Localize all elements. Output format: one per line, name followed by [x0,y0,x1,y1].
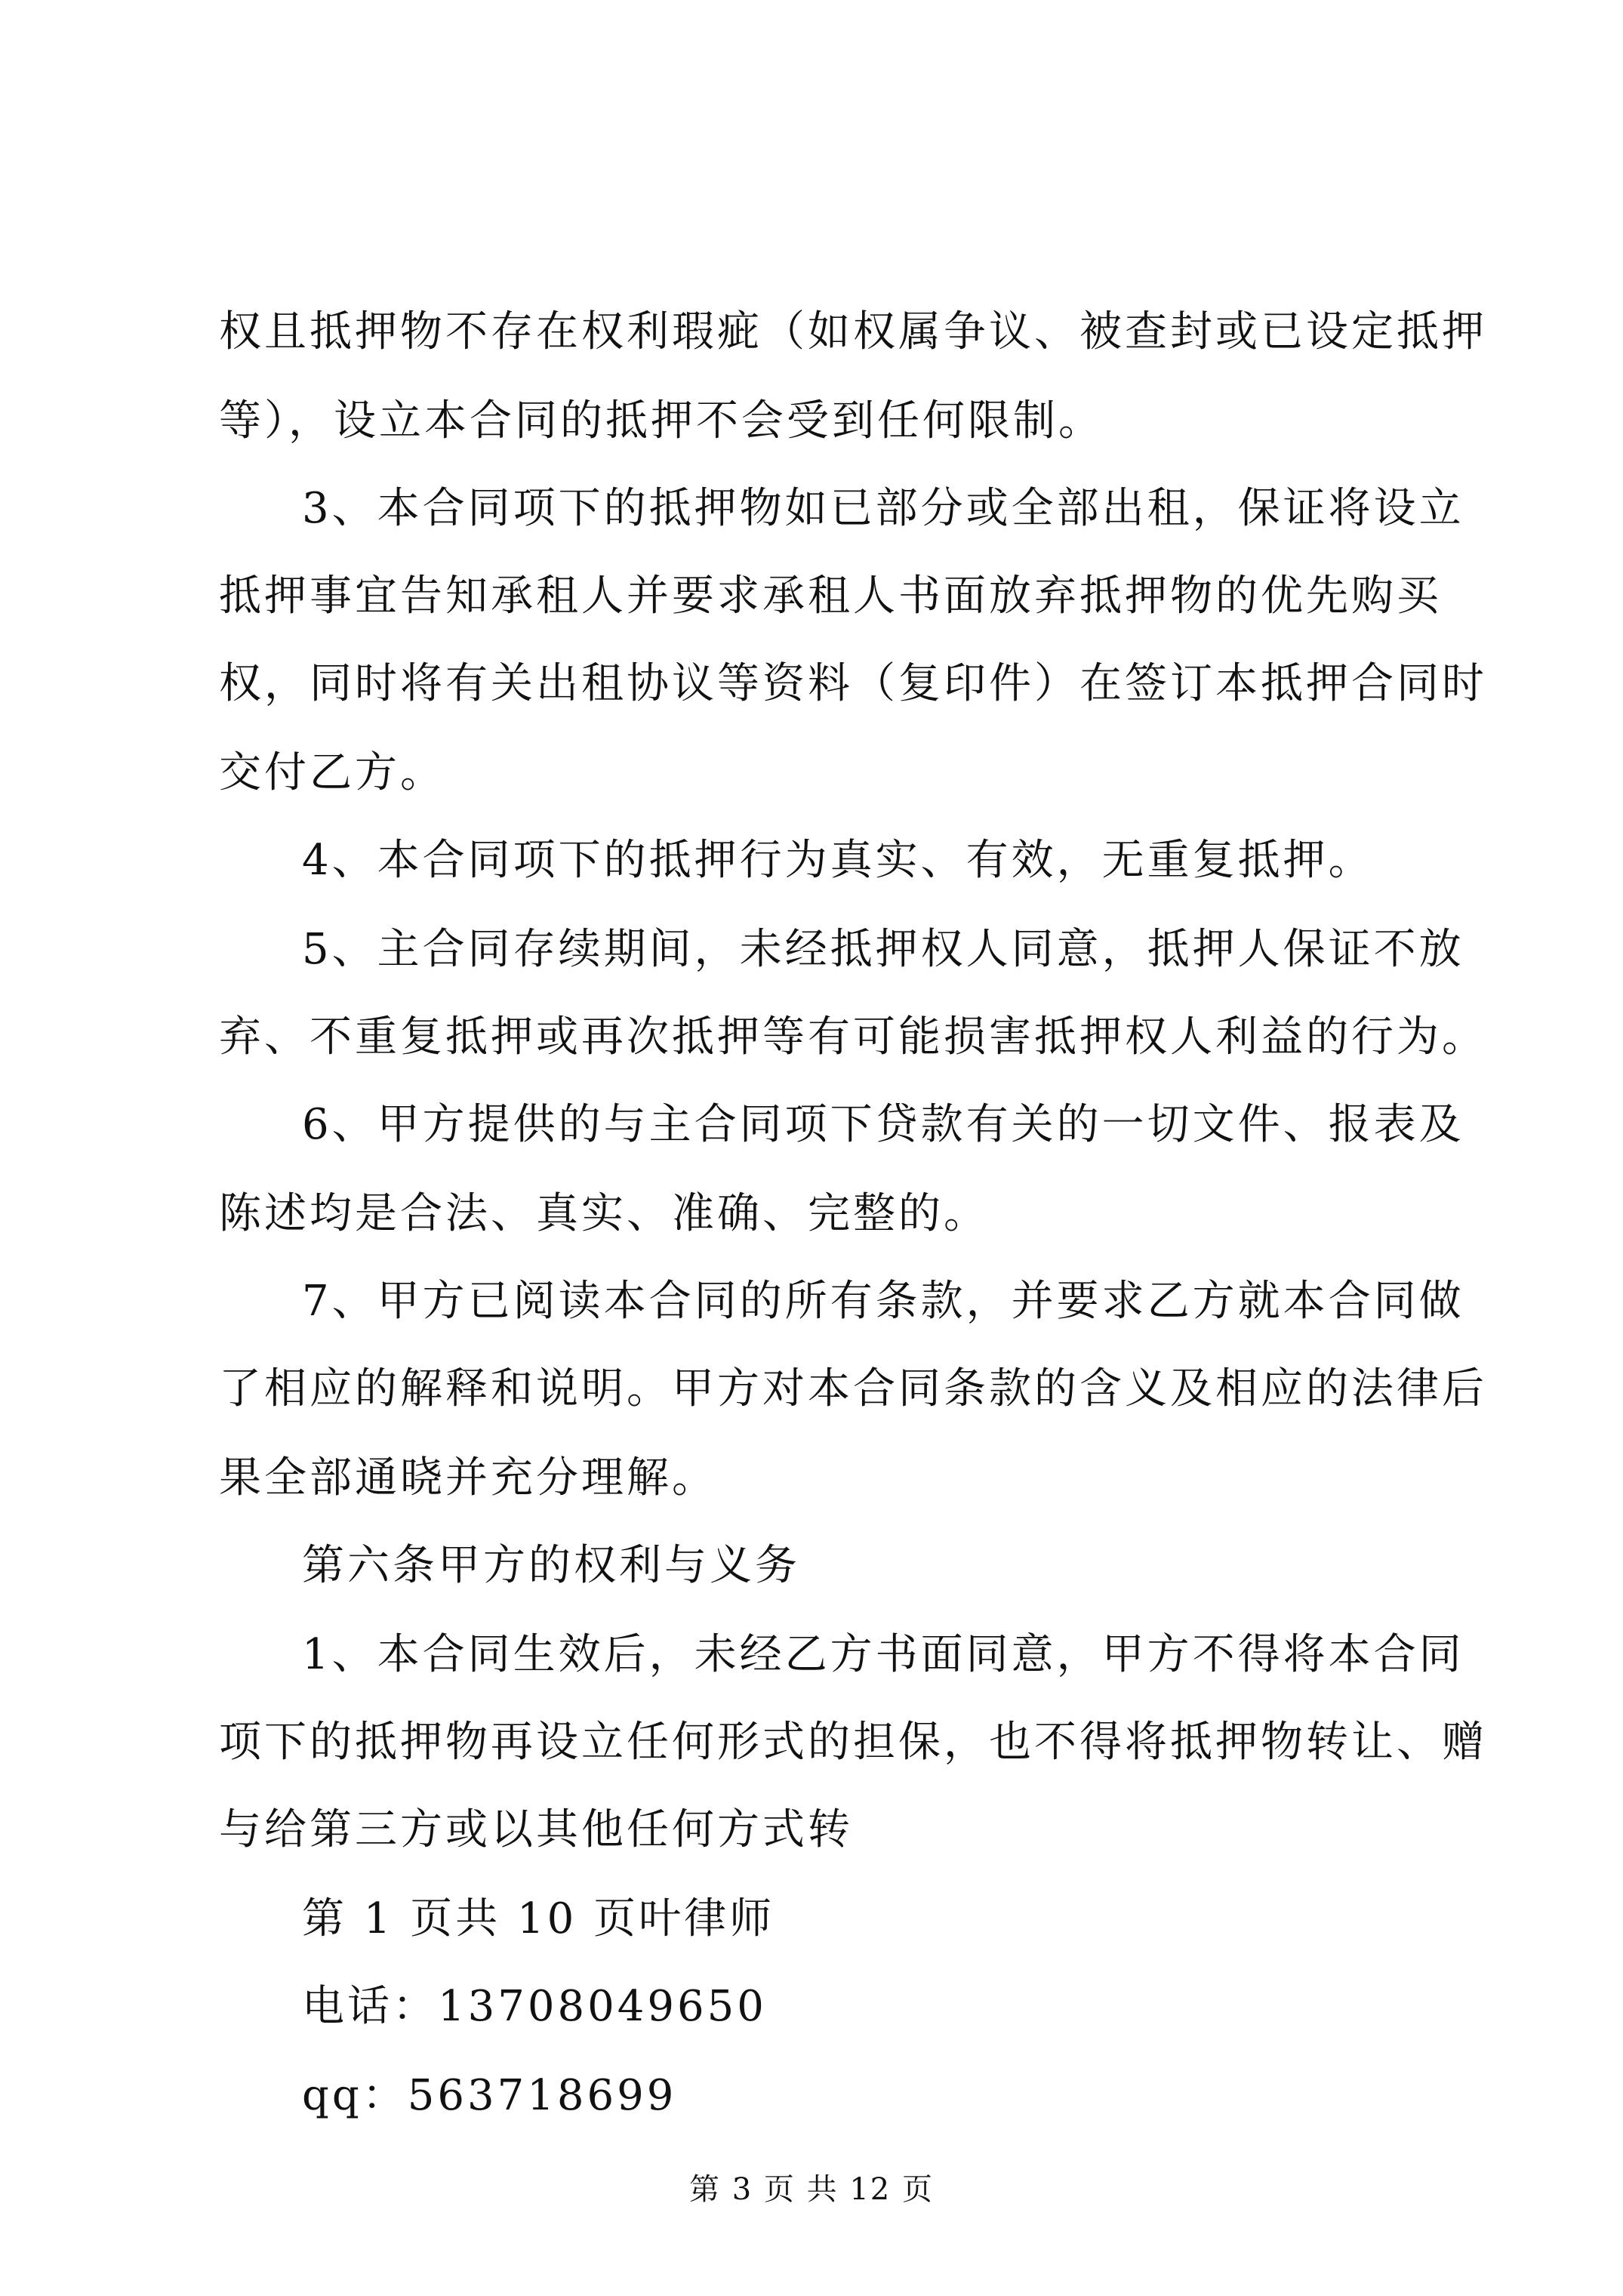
body-line: 等），设立本合同的抵押不会受到任何限制。 [219,396,1104,445]
body-line: 权，同时将有关出租协议等资料（复印件）在签订本抵押合同时 [219,659,1487,708]
section-heading: 第六条甲方的权利与义务 [302,1541,800,1590]
body-line: 陈述均是合法、真实、准确、完整的。 [219,1189,989,1238]
body-line: 5、主合同存续期间，未经抵押权人同意，抵押人保证不放 [302,925,1464,974]
body-line: 4、本合同项下的抵押行为真实、有效，无重复抵押。 [302,836,1374,885]
body-line: 了相应的解释和说明。甲方对本合同条款的含义及相应的法律后 [219,1364,1487,1413]
body-line: 6、甲方提供的与主合同项下贷款有关的一切文件、报表及 [302,1100,1464,1149]
phone-line: 电话：13708049650 [302,1982,767,2031]
body-line: 1、本合同生效后，未经乙方书面同意，甲方不得将本合同 [302,1630,1464,1679]
page-footer: 第 3 页 共 12 页 [689,2172,934,2207]
body-line: 交付乙方。 [219,748,445,797]
body-line: 3、本合同项下的抵押物如已部分或全部出租，保证将设立 [302,484,1464,533]
body-line: 弃、不重复抵押或再次抵押等有可能损害抵押权人利益的行为。 [219,1012,1487,1062]
inline-page-note: 第 1 页共 10 页叶律师 [302,1894,775,1943]
body-line: 7、甲方已阅读本合同的所有条款，并要求乙方就本合同做 [302,1277,1464,1326]
body-line: 项下的抵押物再设立任何形式的担保，也不得将抵押物转让、赠 [219,1718,1487,1767]
qq-line: qq：563718699 [302,2071,677,2120]
body-line: 果全部通晓并充分理解。 [219,1453,717,1502]
body-line: 权且抵押物不存在权利瑕疵（如权属争议、被查封或已设定抵押 [219,307,1487,356]
body-line: 抵押事宜告知承租人并要求承租人书面放弃抵押物的优先购买 [219,572,1442,621]
body-line: 与给第三方或以其他任何方式转 [219,1805,853,1854]
